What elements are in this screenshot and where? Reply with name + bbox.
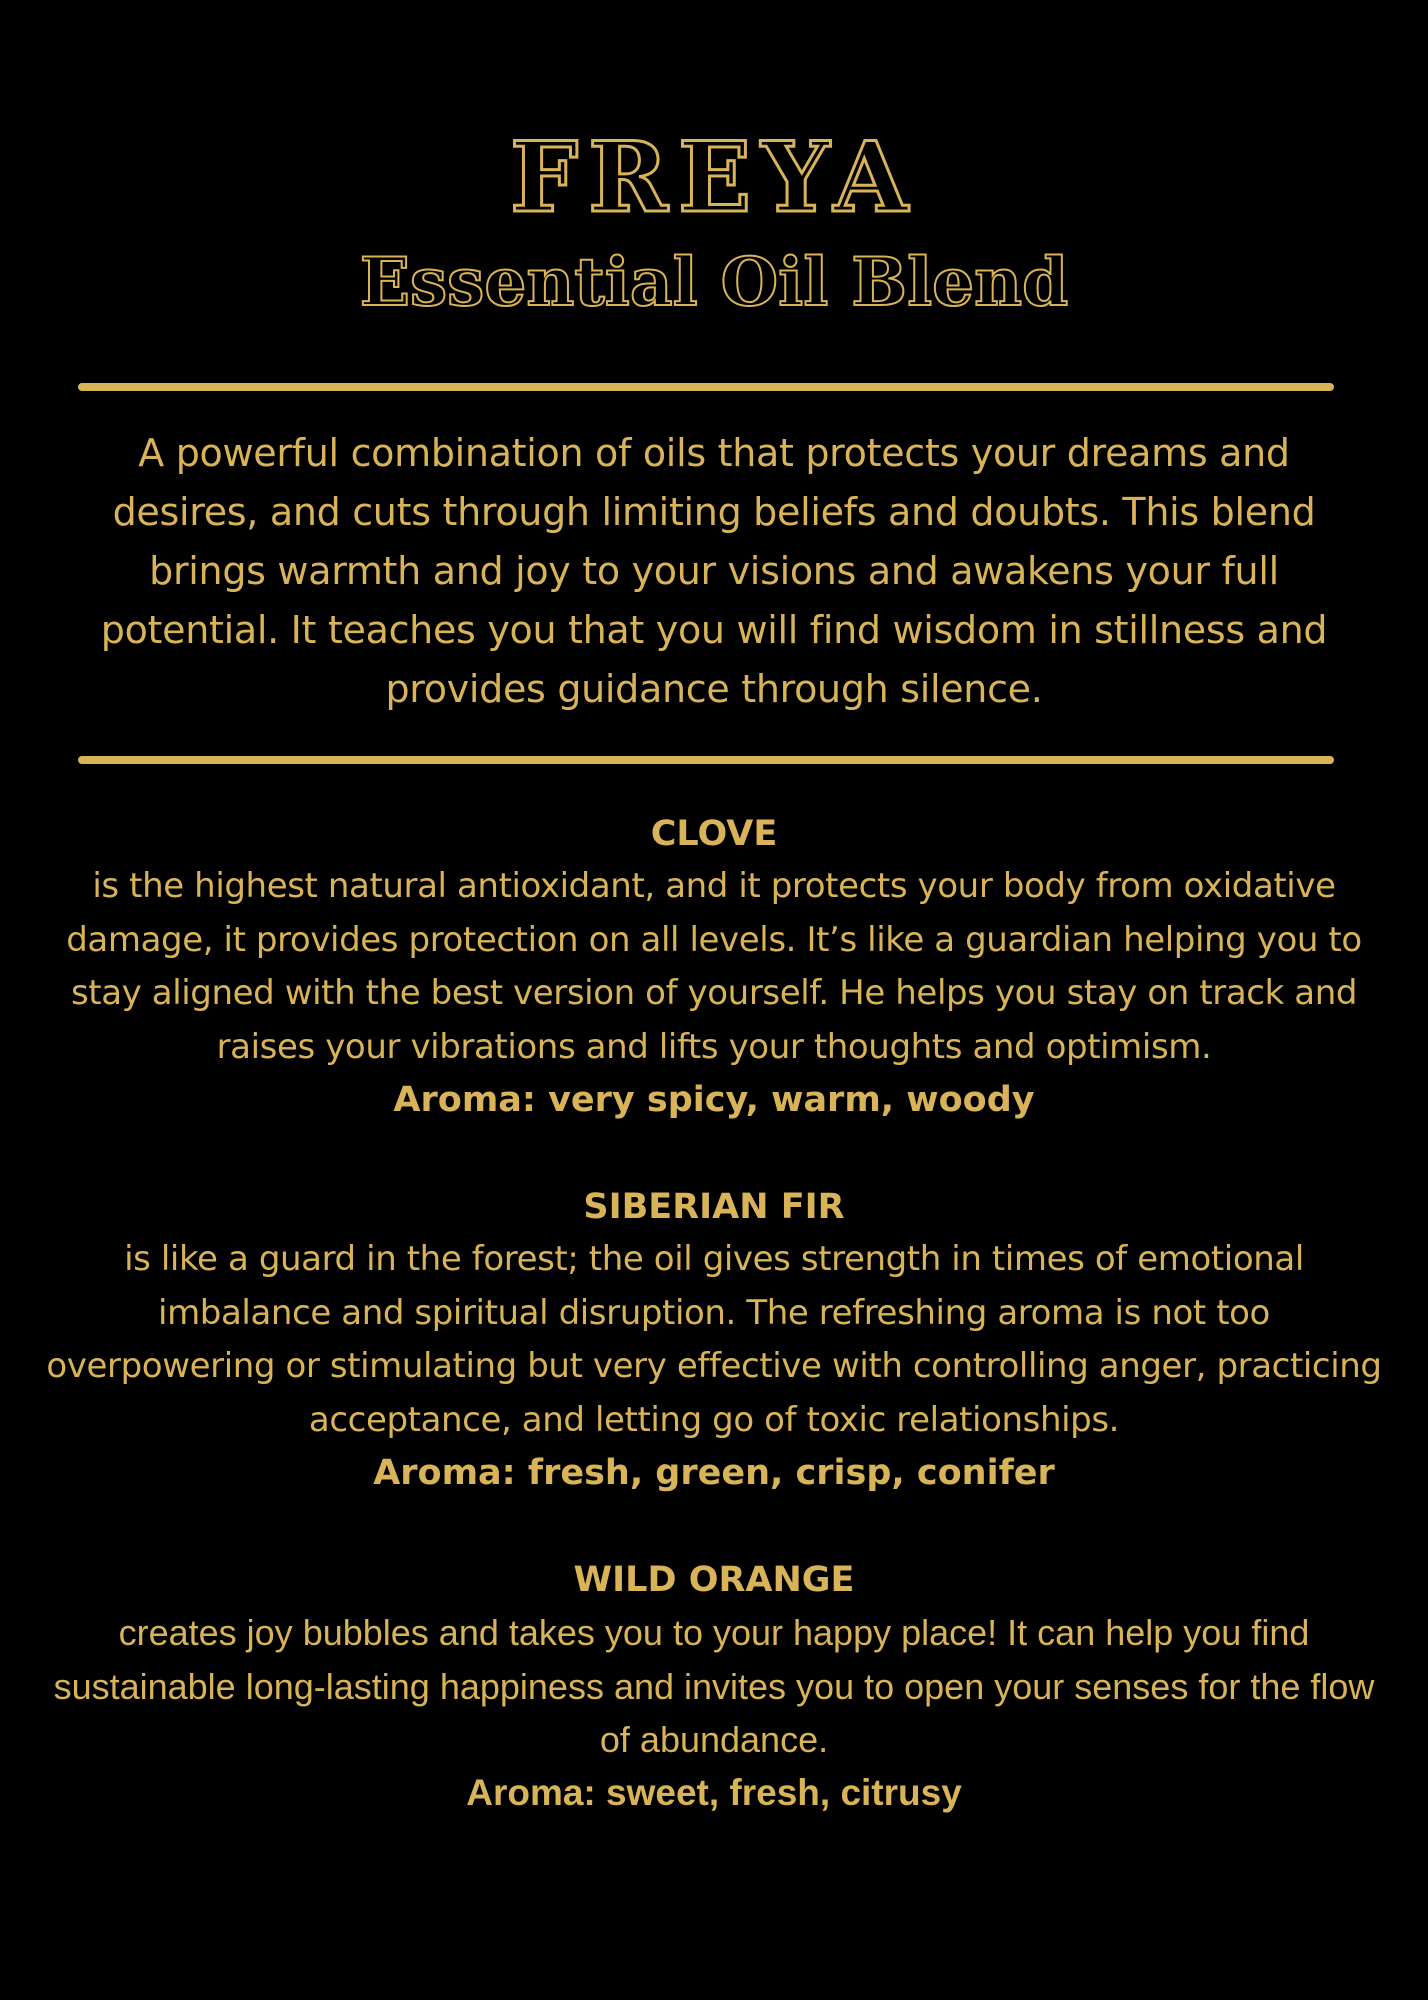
oil-name: WILD ORANGE bbox=[573, 1560, 855, 1600]
oil-description: is like a guard in the forest; the oil gives strength in times of emotional imbalance and spiritual disruption. The refreshing aroma is not too overpowering or stimulating but very effective with controlling anger, practicing acceptance, and letting go of toxic relationships. bbox=[46, 1239, 1382, 1440]
oil-list bbox=[40, 808, 1388, 1874]
oil-wild-orange bbox=[40, 1554, 1388, 1819]
oil-description: creates joy bubbles and takes you to your happy place! It can help you find sustainable long-lasting happiness and invites you to open your senses for the flow of abundance. bbox=[53, 1612, 1375, 1760]
divider-top bbox=[78, 383, 1334, 391]
oil-name: CLOVE bbox=[650, 814, 778, 854]
oil-siberian-fir bbox=[40, 1181, 1388, 1499]
intro-paragraph: A powerful combination of oils that protects your dreams and desires, and cuts through limiting beliefs and doubts. This blend brings warmth and joy to your visions and awakens your full potential. It teaches you that you will find wisdom in stillness and provides guidance through silence. bbox=[100, 431, 1328, 711]
oil-name: SIBERIAN FIR bbox=[583, 1187, 845, 1227]
divider-bottom bbox=[78, 756, 1334, 764]
oil-aroma: Aroma: fresh, green, crisp, conifer bbox=[373, 1453, 1055, 1493]
oil-clove bbox=[40, 808, 1388, 1126]
blend-title: FREYA bbox=[510, 121, 918, 234]
oil-description: is the highest natural antioxidant, and it protects your body from oxidative damage, it provides protection on all levels. It’s like a guardian helping you to stay aligned with the best version of yourself. He helps you stay on track and raises your vibrations and lifts your thoughts and optimism. bbox=[66, 866, 1362, 1067]
blend-subtitle: Essential Oil Blend bbox=[359, 243, 1069, 321]
oil-aroma: Aroma: sweet, fresh, citrusy bbox=[466, 1771, 962, 1813]
oil-aroma: Aroma: very spicy, warm, woody bbox=[393, 1080, 1035, 1120]
